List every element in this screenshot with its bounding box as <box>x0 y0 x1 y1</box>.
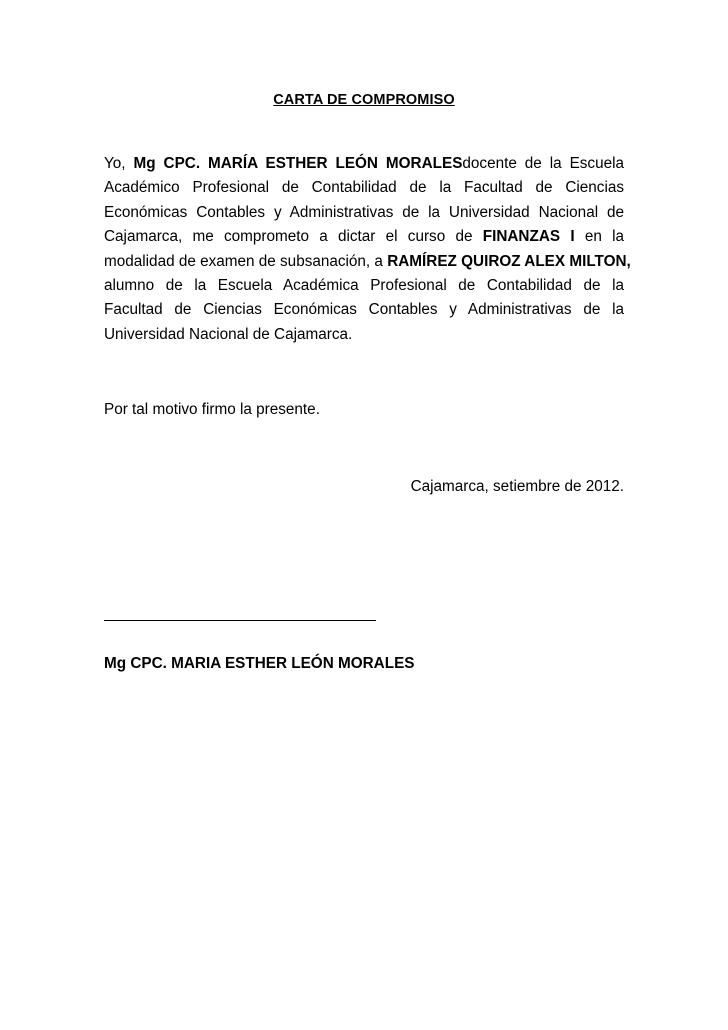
paragraph-line-5 <box>104 250 631 274</box>
paragraph-line-1 <box>104 152 624 176</box>
closing-statement: Por tal motivo firmo la presente. <box>104 401 320 418</box>
student-name: RAMÍREZ QUIROZ ALEX MILTON, <box>387 252 631 270</box>
paragraph-line-7: Facultad de Ciencias Económicas Contables y Administrativas de la <box>104 301 624 319</box>
paragraph-line-2: Académico Profesional de Contabilidad de la Facultad de Ciencias <box>104 179 624 197</box>
signature-line <box>104 620 376 621</box>
paragraph-line-6: alumno de la Escuela Académica Profesional de Contabilidad de la <box>104 276 624 294</box>
document-title: CARTA DE COMPROMISO <box>273 92 455 108</box>
teacher-role-text: docente de la Escuela <box>462 155 624 172</box>
modality-text: modalidad de examen de subsanación, a <box>104 252 388 270</box>
commitment-paragraph <box>104 152 631 347</box>
place-date: Cajamarca, setiembre de 2012. <box>410 478 624 495</box>
paragraph-line-3: Económicas Contables y Administrativas de la Universidad Nacional de <box>104 203 624 221</box>
commitment-text: Cajamarca, me comprometo a dictar el curso de <box>104 228 483 246</box>
course-name: FINANZAS I <box>482 228 575 246</box>
teacher-name: Mg CPC. MARÍA ESTHER LEÓN MORALES <box>133 155 463 172</box>
paragraph-line-8: Universidad Nacional de Cajamarca. <box>104 325 353 343</box>
paragraph-line-4 <box>104 225 624 249</box>
intro-text: Yo, <box>104 155 134 172</box>
commitment-text-end: en la <box>574 228 625 246</box>
signer-name: Mg CPC. MARIA ESTHER LEÓN MORALES <box>104 655 415 672</box>
